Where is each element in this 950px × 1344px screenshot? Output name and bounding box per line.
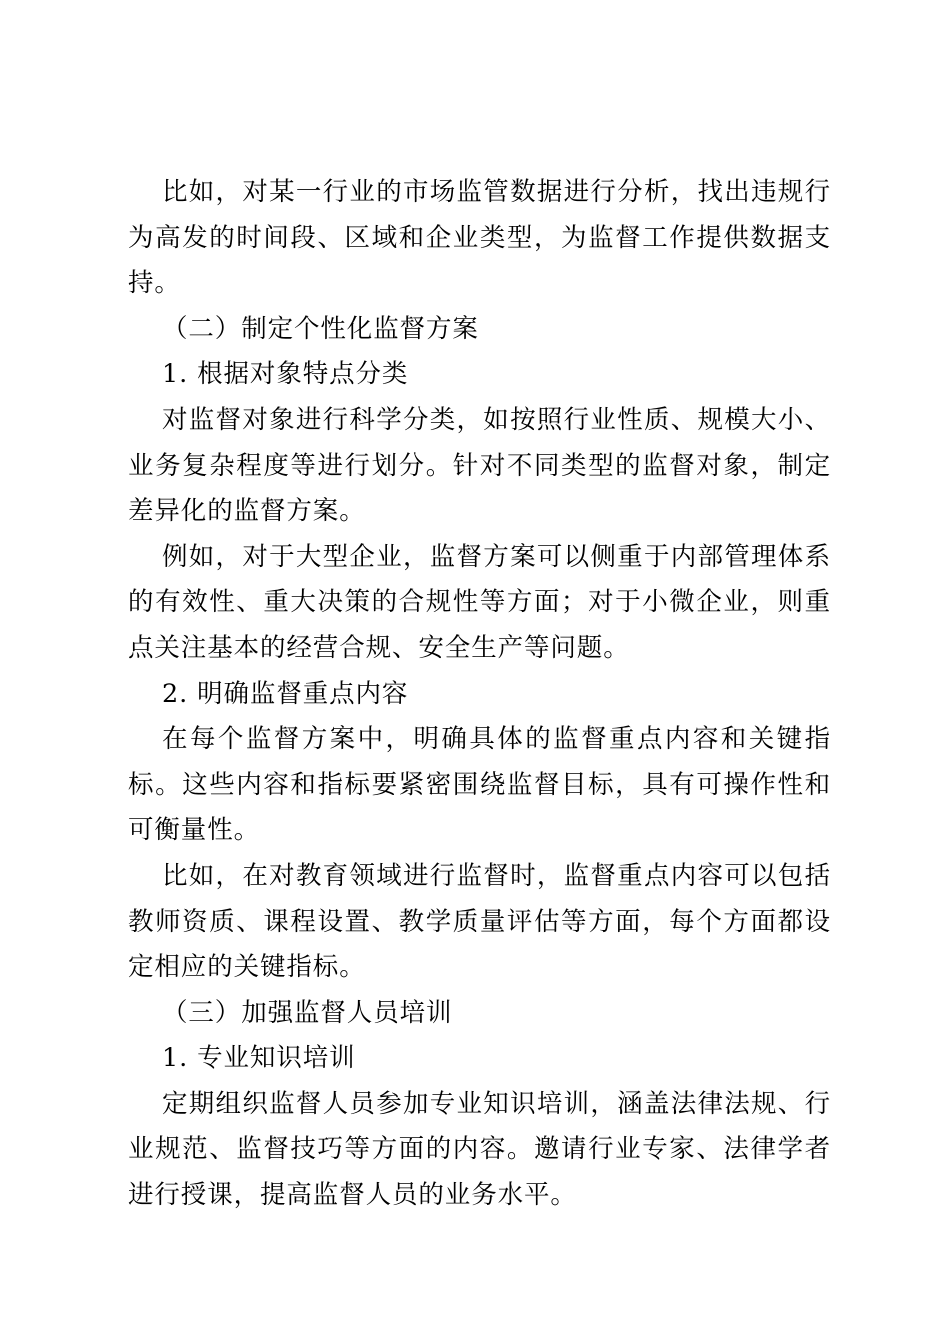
paragraph-classification: 对监督对象进行科学分类，如按照行业性质、规模大小、业务复杂程度等进行划分。针对不同类型的监督对象，制定差异化的监督方案。: [128, 404, 831, 527]
paragraph-data-analysis-example: 比如，对某一行业的市场监管数据进行分析，找出违规行为高发的时间段、区域和企业类型，为监督工作提供数据支持。: [128, 177, 831, 299]
section-heading-staff-training: （三）加强监督人员培训: [162, 997, 453, 1028]
subheading-key-content: 2. 明确监督重点内容: [162, 678, 409, 709]
paragraph-enterprise-example: 例如，对于大型企业，监督方案可以侧重于内部管理体系的有效性、重大决策的合规性等方面；对于小微企业，则重点关注基本的经营合规、安全生产等问题。: [128, 541, 831, 663]
subheading-classify-by-object: 1. 根据对象特点分类: [162, 359, 409, 390]
paragraph-training-details: 定期组织监督人员参加专业知识培训，涵盖法律法规、行业规范、监督技巧等方面的内容。邀请行业专家、法律学者进行授课，提高监督人员的业务水平。: [128, 1088, 831, 1211]
paragraph-education-example: 比如，在对教育领域进行监督时，监督重点内容可以包括教师资质、课程设置、教学质量评估等方面，每个方面都设定相应的关键指标。: [128, 860, 831, 983]
section-heading-personalized-plan: （二）制定个性化监督方案: [162, 313, 479, 344]
subheading-professional-training: 1. 专业知识培训: [162, 1043, 356, 1074]
document-body: [128, 170, 831, 1219]
paragraph-key-indicators: 在每个监督方案中，明确具体的监督重点内容和关键指标。这些内容和指标要紧密围绕监督目标，具有可操作性和可衡量性。: [128, 724, 831, 846]
